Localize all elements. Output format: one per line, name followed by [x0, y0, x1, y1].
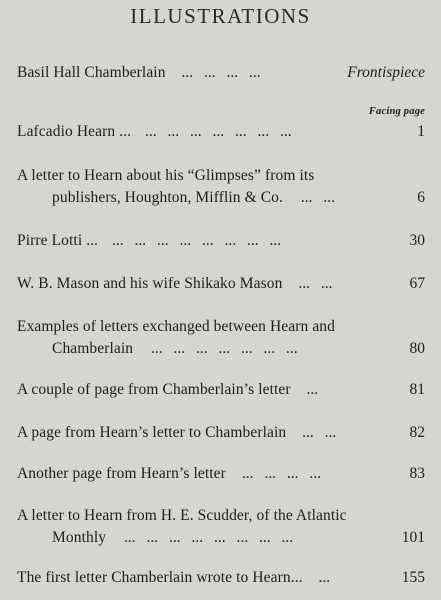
page-number: 83	[409, 465, 425, 482]
entry-title-line: Monthly ... ... ... ... ... ... ... ...	[52, 529, 294, 546]
dot-leader: ... ... ... ... ... ... ... ...	[112, 232, 282, 249]
dot-leader: ... ... ... ... ... ... ... ...	[123, 529, 294, 546]
entry-title-line: Chamberlain ... ... ... ... ... ... ...	[52, 340, 298, 357]
entry-title-line: Lafcadio Hearn ... ... ... ... ... ... ... ...	[17, 123, 292, 140]
dot-leader: ... ...	[300, 189, 335, 206]
entry-title-line: A couple of page from Chamberlain’s letter ...	[17, 381, 319, 398]
entry-title-line: Examples of letters exchanged between Hearn and	[17, 318, 336, 335]
entry-title-line: Another page from Hearn’s letter ... ... ... ...	[17, 465, 321, 482]
page-number: 101	[401, 529, 425, 546]
dot-leader: ...	[306, 381, 319, 398]
dot-leader: ...	[318, 569, 331, 586]
dot-leader: ... ...	[298, 275, 333, 292]
entry-title-line: Basil Hall Chamberlain ... ... ... ...	[17, 64, 261, 81]
entry-title-line: A page from Hearn’s letter to Chamberlain ... ...	[17, 424, 337, 441]
entry-title-line: The first letter Chamberlain wrote to Hearn... ...	[17, 569, 331, 586]
page-number: 6	[417, 189, 425, 206]
dot-leader: ... ... ... ...	[241, 465, 321, 482]
dot-leader: ... ...	[302, 424, 337, 441]
entry-title-line: Pirre Lotti ... ... ... ... ... ... ... ... ...	[17, 232, 282, 249]
entry-title-line: A letter to Hearn about his “Glimpses” from its	[17, 167, 315, 184]
page-number: 1	[417, 123, 425, 140]
facing-page-label: Facing page	[368, 106, 425, 117]
page-number: 155	[401, 569, 425, 586]
entry-title-line: W. B. Mason and his wife Shikako Mason ... ...	[17, 275, 333, 292]
page-heading: ILLUSTRATIONS	[130, 4, 311, 28]
dot-leader: ... ... ... ...	[181, 64, 261, 81]
page-number: 30	[409, 232, 425, 249]
page-number: 81	[409, 381, 425, 398]
page-number: 80	[409, 340, 425, 357]
entry-title-line: publishers, Houghton, Mifflin & Co. ... ...	[52, 189, 335, 206]
page-number: 67	[409, 275, 425, 292]
page-number: 82	[409, 424, 425, 441]
dot-leader: ... ... ... ... ... ... ...	[145, 123, 292, 140]
dot-leader: ... ... ... ... ... ... ...	[151, 340, 298, 357]
entry-title-line: A letter to Hearn from H. E. Scudder, of the Atlantic	[17, 507, 347, 524]
page-number: Frontispiece	[347, 64, 425, 81]
